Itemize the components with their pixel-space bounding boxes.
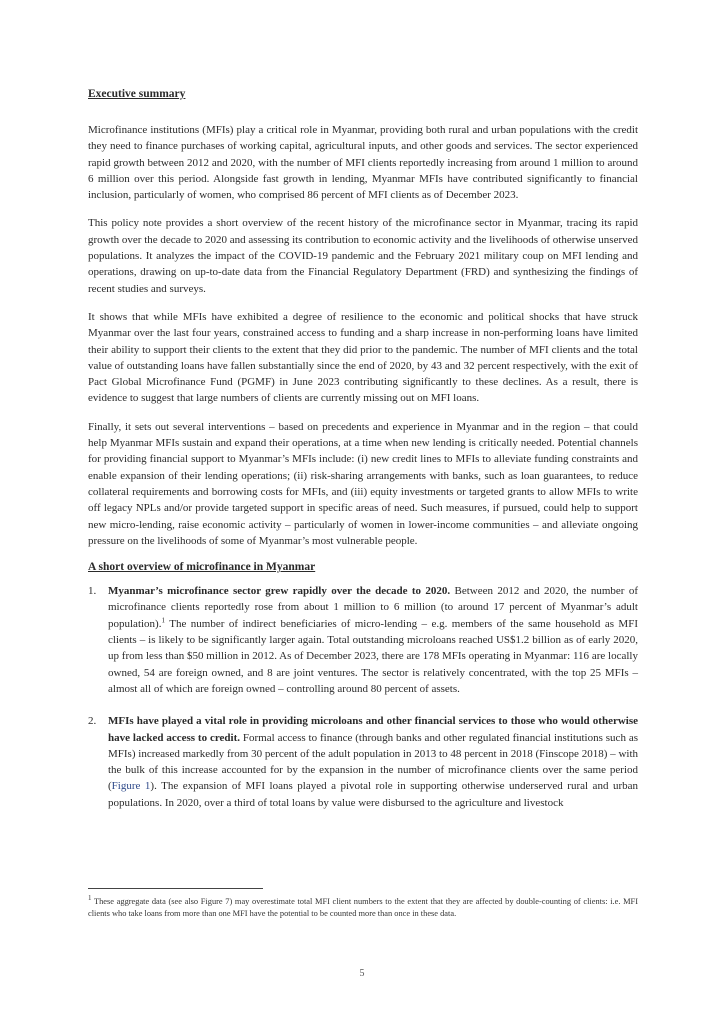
footnote-divider xyxy=(88,888,263,889)
exec-summary-paragraph-4: Finally, it sets out several interventions – based on precedents and experience in Myanmar and in the region – that could help Myanmar MFIs sustain and expand their operations, at a time when new lending is critically needed. Potential channels for providing financial support to Myanmar’s MFIs include: (i) new credit lines to MFIs to alleviate funding constraints and enable expansion of their lending operations; (ii) risk-sharing arrangements with banks, such as loan guarantees, to reduce collateral requirements and borrowing costs for MFIs, and (iii) equity investments or targeted grants to allow MFIs to write off legacy NPLs and/or provide targeted support in specific areas of need. Such measures, if pursued, could help to support new micro-lending, raise economic activity – particularly of women in lower-income communities – and alleviate ongoing pressure on the livelihoods of some of Myanmar’s most vulnerable people. xyxy=(88,420,638,547)
exec-summary-paragraph-3: It shows that while MFIs have exhibited a degree of resilience to the economic and political shocks that have struck Myanmar over the last four years, constrained access to funding and a sharp increase in non-performing loans have limited their ability to support their clients to the extent that they did prior to the pandemic. The number of MFI clients and the total value of outstanding loans have fallen substantially since the end of 2020, by 43 and 32 percent respectively, with the exit of Pact Global Microfinance Fund (PGMF) in June 2023 contributing significantly to these declines. As a result, there is evidence to suggest that large numbers of clients are currently missing out on MFI loans. xyxy=(88,310,638,405)
page-body xyxy=(88,88,638,827)
footnote xyxy=(88,896,638,919)
paragraph-lead: MFIs have played a vital role in providing microloans and other financial services to those who would otherwise have lacked access to credit. xyxy=(108,715,638,744)
footnote-text: These aggregate data (see also Figure 7) may overestimate total MFI client numbers to the extent that they are affected by double-counting of clients: i.e. MFI clients who take loans from more than one MFI have the potential to be counted more than once in these data. xyxy=(88,897,638,918)
figure-1-link[interactable]: Figure 1 xyxy=(111,780,151,793)
executive-summary-heading: Executive summary xyxy=(88,88,186,100)
paragraph-lead: Myanmar’s microfinance sector grew rapidly over the decade to 2020. xyxy=(108,585,451,598)
paragraph-text: Formal access to finance (through banks and other regulated financial institutions such as MFIs) increased markedly from 30 percent of the adult population in 2013 to 48 percent in 2018 (Finscope 2018) – with the bulk of this increase accounted for by the expansion in the number of microfinance clients over the same period ( xyxy=(108,731,638,793)
paragraph-number: 1. xyxy=(88,585,97,598)
exec-summary-paragraph-1: Microfinance institutions (MFIs) play a critical role in Myanmar, providing both rural and urban populations with the credit they need to finance purchases of working capital, agricultural inputs, and other goods and services. The sector experienced rapid growth between 2012 and 2020, with the number of MFI clients reportedly increasing from around 1 million to around 6 million over this period. Alongside fast growth in lending, Myanmar MFIs have contributed significantly to financial inclusion, particularly of women, who comprised 86 percent of MFI clients as of December 2023. xyxy=(88,124,638,202)
numbered-paragraph-2 xyxy=(88,713,638,811)
page-number: 5 xyxy=(359,968,365,979)
paragraph-text: ). The expansion of MFI loans played a pivotal role in supporting otherwise underserved rural and urban populations. In 2020, over a third of total loans by value were disbursed to the agriculture and livestock xyxy=(108,780,638,809)
numbered-paragraph-1 xyxy=(88,583,638,697)
exec-summary-paragraph-2: This policy note provides a short overview of the recent history of the microfinance sector in Myanmar, tracing its rapid growth over the decade to 2020 and assessing its contribution to economic activity and the livelihoods of otherwise unserved populations. It analyzes the impact of the COVID-19 pandemic and the February 2021 military coup on MFI lending and operations, drawing on up-to-date data from the Financial Regulatory Department (FRD) and synthesizing the findings of recent studies and surveys. xyxy=(88,217,638,295)
paragraph-text: The number of indirect beneficiaries of micro-lending – e.g. members of the same household as MFI clients – is likely to be significantly larger again. Total outstanding microloans reached US$1.2 billion as of early 2020, up from less than $50 million in 2012. As of December 2023, there are 178 MFIs operating in Myanmar: 116 are locally owned, 54 are foreign owned, and 8 are joint ventures. The sector is relatively concentrated, with the top 25 MFIs – almost all of which are foreign owned – controlling around 80 percent of assets. xyxy=(108,617,638,695)
paragraph-text: Between 2012 and 2020, the number of microfinance clients reportedly rose from about 1 million to 6 million (to around 17 percent of Myanmar’s adult population). xyxy=(108,585,638,630)
footnote-marker: 1 xyxy=(88,894,92,903)
footnote-ref[interactable]: 1 xyxy=(161,616,165,625)
overview-heading: A short overview of microfinance in Myanmar xyxy=(88,561,316,574)
paragraph-number: 2. xyxy=(88,715,97,728)
